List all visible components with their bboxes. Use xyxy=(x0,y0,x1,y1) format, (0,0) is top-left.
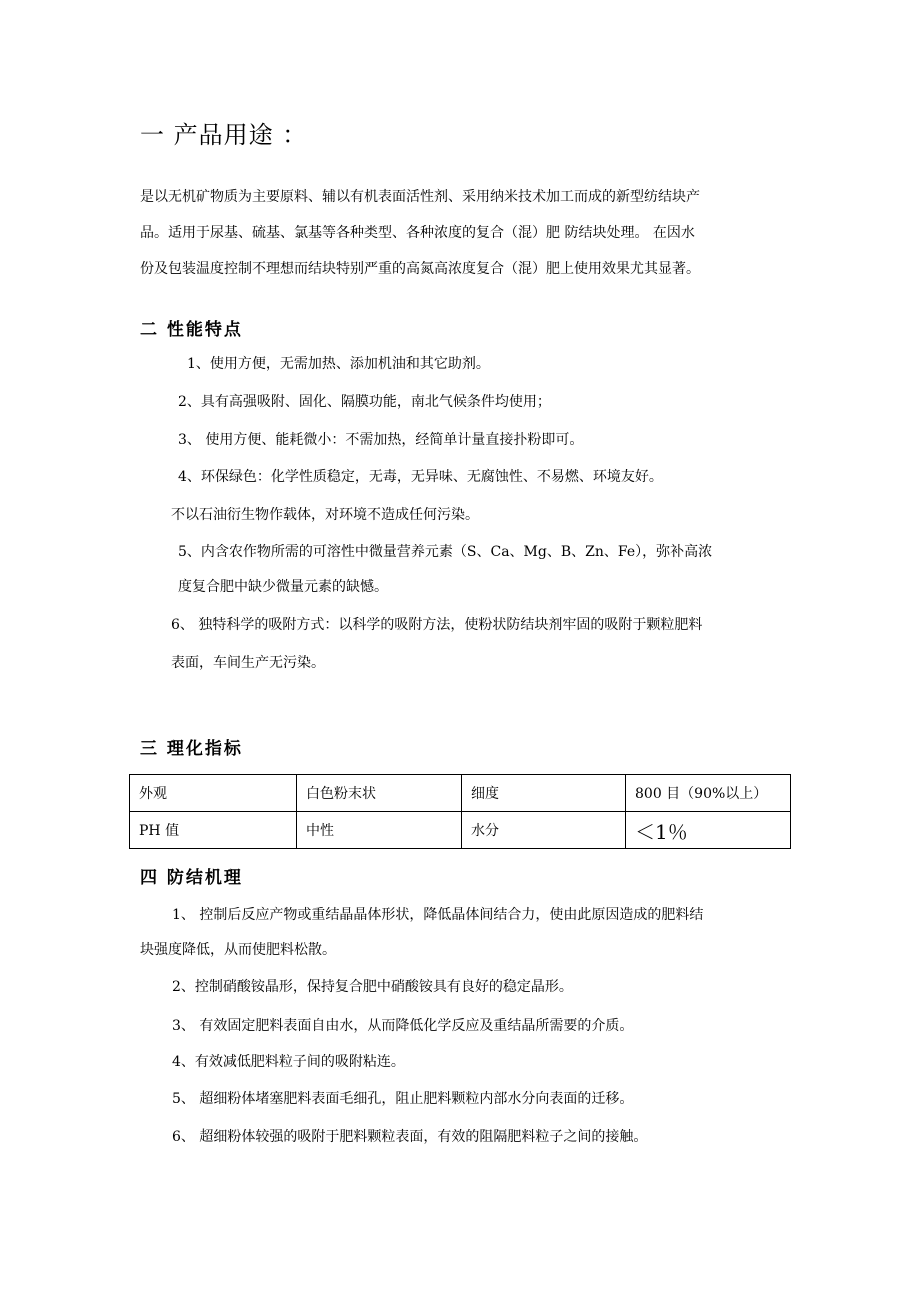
list-item: 6、 独特科学的吸附方式：以科学的吸附方法，使粉状防结块剂牢固的吸附于颗粒肥料 xyxy=(171,617,703,633)
paragraph-line: 品。适用于尿基、硫基、氯基等各种类型、各种浓度的复合（混）肥 防结块处理。 在因水 xyxy=(140,225,695,241)
list-item: 1、使用方便，无需加热、添加机油和其它助剂。 xyxy=(187,356,490,372)
list-item: 5、内含农作物所需的可溶性中微量营养元素（S、Ca、Mg、B、Zn、Fe），弥补高浓 xyxy=(178,544,713,560)
table-row xyxy=(130,812,791,849)
list-item: 2、控制硝酸铵晶形，保持复合肥中硝酸铵具有良好的稳定晶形。 xyxy=(172,979,573,995)
section-heading-product-use: 一 产品用途 ： xyxy=(140,121,308,149)
list-item: 6、 超细粉体较强的吸附于肥料颗粒表面，有效的阻隔肥料粒子之间的接触。 xyxy=(172,1129,648,1145)
list-item: 3、 有效固定肥料表面自由水，从而降低化学反应及重结晶所需要的介质。 xyxy=(172,1018,634,1034)
table-cell: 外观 xyxy=(130,775,297,812)
list-item: 4、环保绿色：化学性质稳定，无毒，无异味、无腐蚀性、不易燃、环境友好。 xyxy=(178,469,663,485)
table-cell: 白色粉末状 xyxy=(297,775,462,812)
list-item-continuation: 不以石油衍生物作载体，对环境不造成任何污染。 xyxy=(171,507,479,523)
table-cell: 中性 xyxy=(297,812,462,849)
list-item-continuation: 度复合肥中缺少微量元素的缺憾。 xyxy=(178,579,388,595)
section-heading-performance: 二 性能特点 xyxy=(140,320,243,340)
list-item-continuation: 表面，车间生产无污染。 xyxy=(171,655,325,671)
table-row xyxy=(130,775,791,812)
paragraph-line: 是以无机矿物质为主要原料、辅以有机表面活性剂、采用纳米技术加工而成的新型纺结块产 xyxy=(140,189,700,205)
spec-table xyxy=(129,774,791,849)
table-cell: ＜1％ xyxy=(626,812,791,849)
section-heading-specs: 三 理化指标 xyxy=(140,739,243,759)
list-item: 4、有效减低肥料粒子间的吸附粘连。 xyxy=(172,1054,405,1070)
list-item: 3、 使用方便、能耗微小：不需加热，经简单计量直接扑粉即可。 xyxy=(178,432,584,448)
table-cell: 水分 xyxy=(462,812,626,849)
table-cell: PH 值 xyxy=(130,812,297,849)
list-item: 5、 超细粉体堵塞肥料表面毛细孔，阻止肥料颗粒内部水分向表面的迁移。 xyxy=(172,1091,634,1107)
table-cell: 800 目（90%以上） xyxy=(626,775,791,812)
list-item-continuation: 块强度降低，从而使肥料松散。 xyxy=(140,942,336,958)
paragraph-line: 份及包装温度控制不理想而结块特别严重的高氮高浓度复合（混）肥上使用效果尤其显著。 xyxy=(140,261,700,277)
list-item: 1、 控制后反应产物或重结晶晶体形状，降低晶体间结合力，使由此原因造成的肥料结 xyxy=(172,907,704,923)
section-heading-mechanism: 四 防结机理 xyxy=(140,868,243,888)
list-item: 2、具有高强吸附、固化、隔膜功能，南北气候条件均使用； xyxy=(178,394,551,410)
table-cell: 细度 xyxy=(462,775,626,812)
